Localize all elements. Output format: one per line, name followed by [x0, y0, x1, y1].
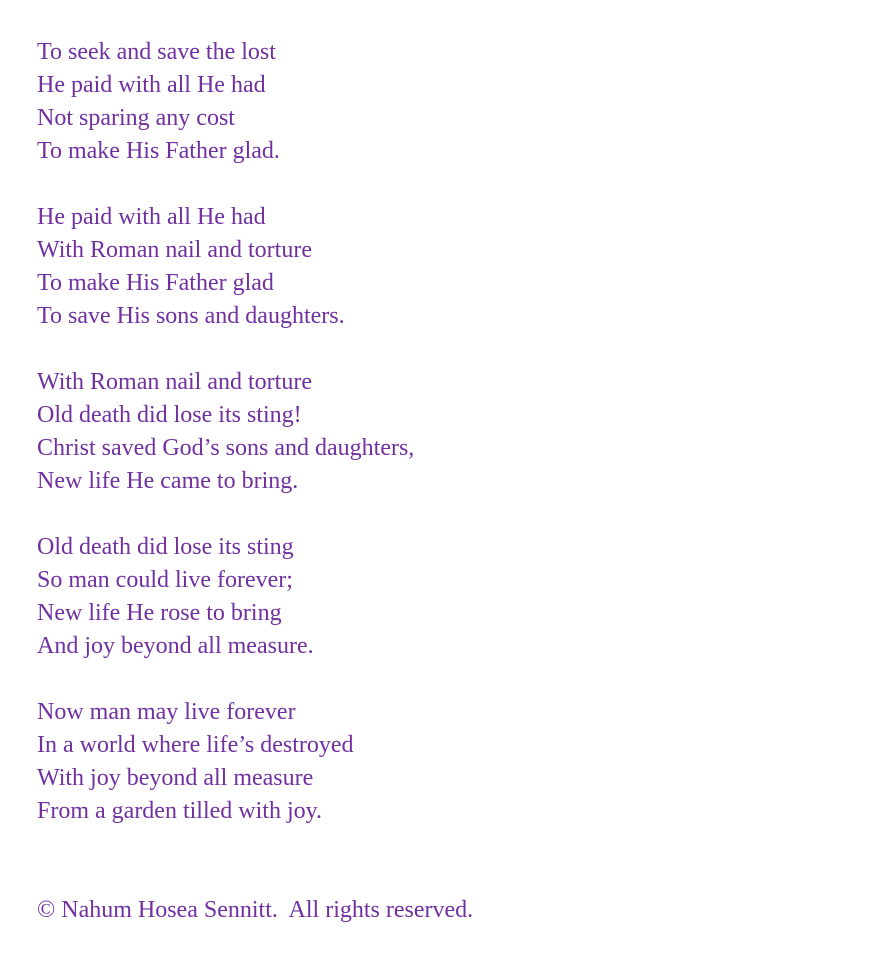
poem-line: In a world where life’s destroyed — [37, 732, 354, 758]
poem-line: With Roman nail and torture — [37, 369, 312, 395]
poem-line: Not sparing any cost — [37, 105, 235, 131]
poem-line: To seek and save the lost — [37, 39, 276, 65]
poem-line: To make His Father glad. — [37, 138, 280, 164]
stanza-5 — [37, 696, 851, 828]
poem-line: So man could live forever; — [37, 567, 293, 593]
poem-line: And joy beyond all measure. — [37, 633, 314, 659]
stanza-1 — [37, 36, 851, 168]
poem-line: Old death did lose its sting! — [37, 402, 302, 428]
poem-line: Old death did lose its sting — [37, 534, 294, 560]
stanza-3 — [37, 366, 851, 498]
poem-line: He paid with all He had — [37, 204, 266, 230]
stanza-4 — [37, 531, 851, 663]
poem-line: With joy beyond all measure — [37, 765, 314, 791]
poem-line: Christ saved God’s sons and daughters, — [37, 435, 415, 461]
poem-line: To save His sons and daughters. — [37, 303, 345, 329]
poem-line: To make His Father glad — [37, 270, 274, 296]
poem-line: New life He rose to bring — [37, 600, 282, 626]
poem-line: He paid with all He had — [37, 72, 266, 98]
poem-line: New life He came to bring. — [37, 468, 299, 494]
poem-line: Now man may live forever — [37, 699, 296, 725]
copyright-line: © Nahum Hosea Sennitt. All rights reserved. — [37, 897, 474, 923]
poem-line: From a garden tilled with joy. — [37, 798, 323, 824]
poem-line: With Roman nail and torture — [37, 237, 312, 263]
stanza-2 — [37, 201, 851, 333]
